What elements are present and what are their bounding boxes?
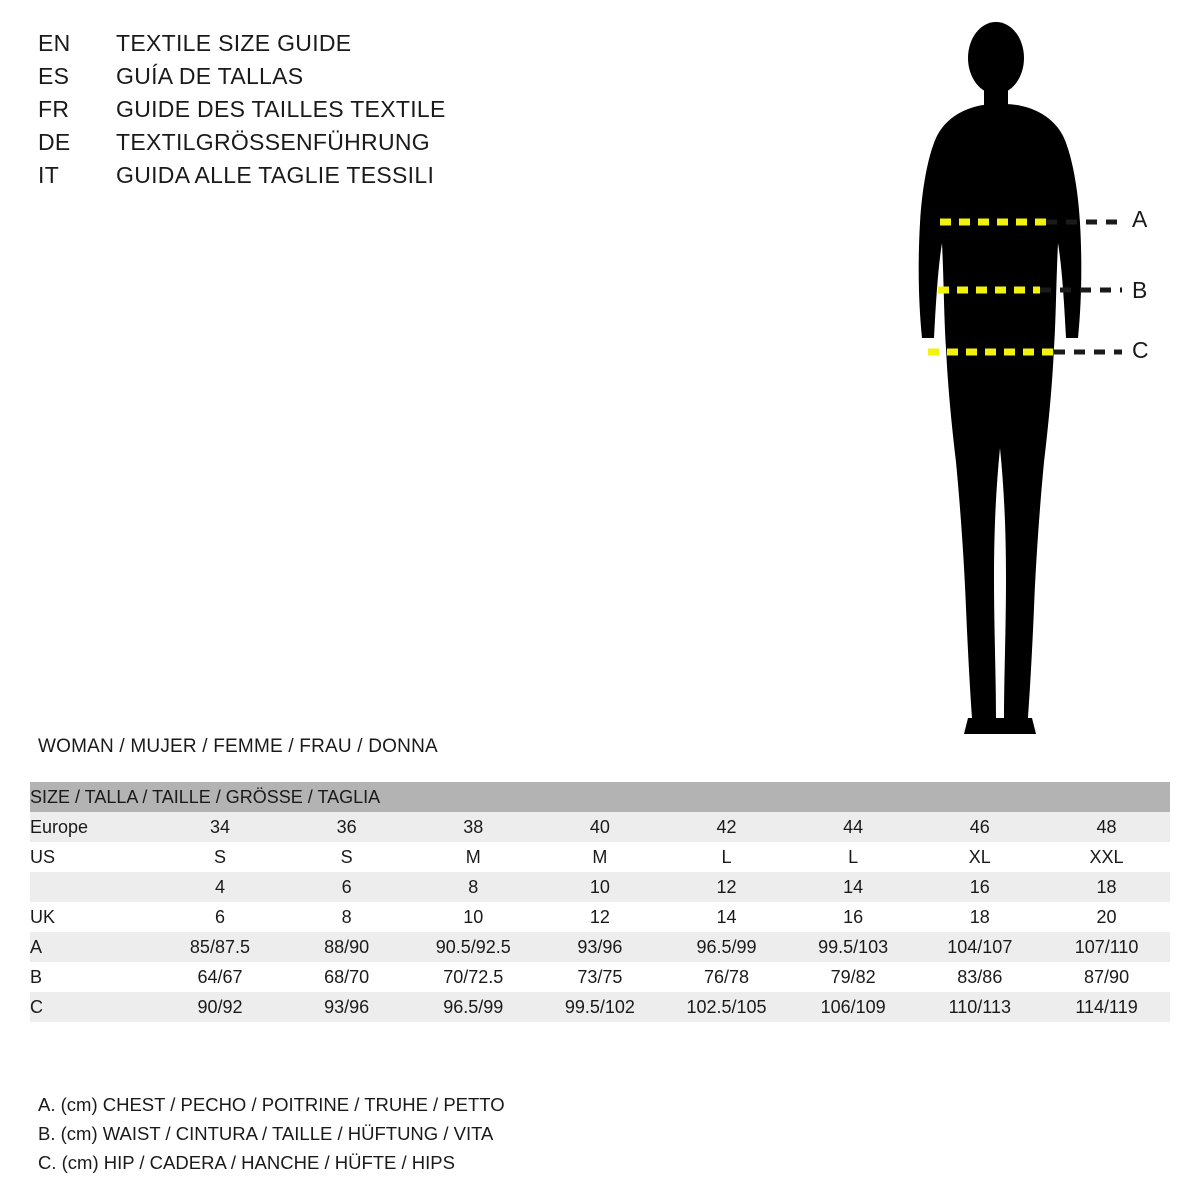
cell: 12 <box>663 872 790 902</box>
table-row <box>30 902 1170 932</box>
cell: 6 <box>157 902 284 932</box>
cell: 14 <box>663 902 790 932</box>
cell: 85/87.5 <box>157 932 284 962</box>
measure-label-a: A <box>1132 206 1148 232</box>
cell: S <box>157 842 284 872</box>
cell: XL <box>916 842 1043 872</box>
cell: 44 <box>790 812 917 842</box>
language-title-it: GUIDA ALLE TAGLIE TESSILI <box>116 162 435 188</box>
cell: 90/92 <box>157 992 284 1022</box>
language-row-en <box>38 30 558 63</box>
table-row <box>30 932 1170 962</box>
cell: 110/113 <box>916 992 1043 1022</box>
cell: 18 <box>916 902 1043 932</box>
cell: 14 <box>790 872 917 902</box>
row-label-c: C <box>30 992 157 1022</box>
cell: 90.5/92.5 <box>410 932 537 962</box>
language-code-de: DE <box>38 129 71 155</box>
cell: 18 <box>1043 872 1170 902</box>
section-heading-woman: WOMAN / MUJER / FEMME / FRAU / DONNA <box>38 736 438 757</box>
row-label-a: A <box>30 932 157 962</box>
language-code-fr: FR <box>38 96 70 122</box>
language-title-es: GUÍA DE TALLAS <box>116 63 304 89</box>
cell: 99.5/103 <box>790 932 917 962</box>
cell: 16 <box>916 872 1043 902</box>
cell: 48 <box>1043 812 1170 842</box>
language-title-de: TEXTILGRÖSSENFÜHRUNG <box>116 129 430 155</box>
cell: 46 <box>916 812 1043 842</box>
cell: 87/90 <box>1043 962 1170 992</box>
table-header-cell: SIZE / TALLA / TAILLE / GRÖSSE / TAGLIA <box>30 782 1170 812</box>
cell: 12 <box>537 902 664 932</box>
cell: M <box>537 842 664 872</box>
size-table <box>30 782 1170 1022</box>
cell: 83/86 <box>916 962 1043 992</box>
measurement-legend <box>38 1090 738 1177</box>
cell: 64/67 <box>157 962 284 992</box>
language-title-en: TEXTILE SIZE GUIDE <box>116 30 352 56</box>
cell: 99.5/102 <box>537 992 664 1022</box>
language-row-es <box>38 63 558 96</box>
measure-label-b: B <box>1132 277 1148 303</box>
row-label-b: B <box>30 962 157 992</box>
cell: 16 <box>790 902 917 932</box>
cell: 96.5/99 <box>410 992 537 1022</box>
body-silhouette-icon <box>860 18 1180 738</box>
table-row <box>30 812 1170 842</box>
table-row <box>30 872 1170 902</box>
cell: 106/109 <box>790 992 917 1022</box>
language-title-list <box>38 30 558 195</box>
cell: 114/119 <box>1043 992 1170 1022</box>
row-label-europe: Europe <box>30 812 157 842</box>
cell: S <box>283 842 410 872</box>
language-code-es: ES <box>38 63 70 89</box>
cell: 73/75 <box>537 962 664 992</box>
language-title-fr: GUIDE DES TAILLES TEXTILE <box>116 96 446 122</box>
cell: 4 <box>157 872 284 902</box>
table-row <box>30 992 1170 1022</box>
cell: L <box>663 842 790 872</box>
cell: L <box>790 842 917 872</box>
language-row-it <box>38 162 558 195</box>
language-code-en: EN <box>38 30 71 56</box>
cell: 36 <box>283 812 410 842</box>
cell: 93/96 <box>537 932 664 962</box>
female-body-figure <box>860 18 1180 738</box>
cell: 107/110 <box>1043 932 1170 962</box>
legend-line-a: A. (cm) CHEST / PECHO / POITRINE / TRUHE / PETTO <box>38 1094 505 1115</box>
legend-line-c: C. (cm) HIP / CADERA / HANCHE / HÜFTE / HIPS <box>38 1152 455 1173</box>
cell: 104/107 <box>916 932 1043 962</box>
size-table-container <box>30 782 1170 1022</box>
cell: 38 <box>410 812 537 842</box>
cell: 42 <box>663 812 790 842</box>
cell: 70/72.5 <box>410 962 537 992</box>
cell: 8 <box>410 872 537 902</box>
cell: 88/90 <box>283 932 410 962</box>
cell: 68/70 <box>283 962 410 992</box>
language-row-fr <box>38 96 558 129</box>
legend-line-b: B. (cm) WAIST / CINTURA / TAILLE / HÜFTUNG / VITA <box>38 1123 494 1144</box>
cell: M <box>410 842 537 872</box>
cell: 93/96 <box>283 992 410 1022</box>
cell: 8 <box>283 902 410 932</box>
table-header-row <box>30 782 1170 812</box>
language-code-it: IT <box>38 162 60 188</box>
measure-label-c: C <box>1132 337 1149 363</box>
cell: 6 <box>283 872 410 902</box>
cell: 76/78 <box>663 962 790 992</box>
row-label-us: US <box>30 842 157 872</box>
table-row <box>30 842 1170 872</box>
cell: XXL <box>1043 842 1170 872</box>
cell: 20 <box>1043 902 1170 932</box>
cell: 10 <box>537 872 664 902</box>
cell: 102.5/105 <box>663 992 790 1022</box>
language-row-de <box>38 129 558 162</box>
row-label-us-numeric <box>30 872 157 902</box>
cell: 40 <box>537 812 664 842</box>
cell: 79/82 <box>790 962 917 992</box>
table-row <box>30 962 1170 992</box>
cell: 96.5/99 <box>663 932 790 962</box>
cell: 10 <box>410 902 537 932</box>
row-label-uk: UK <box>30 902 157 932</box>
cell: 34 <box>157 812 284 842</box>
